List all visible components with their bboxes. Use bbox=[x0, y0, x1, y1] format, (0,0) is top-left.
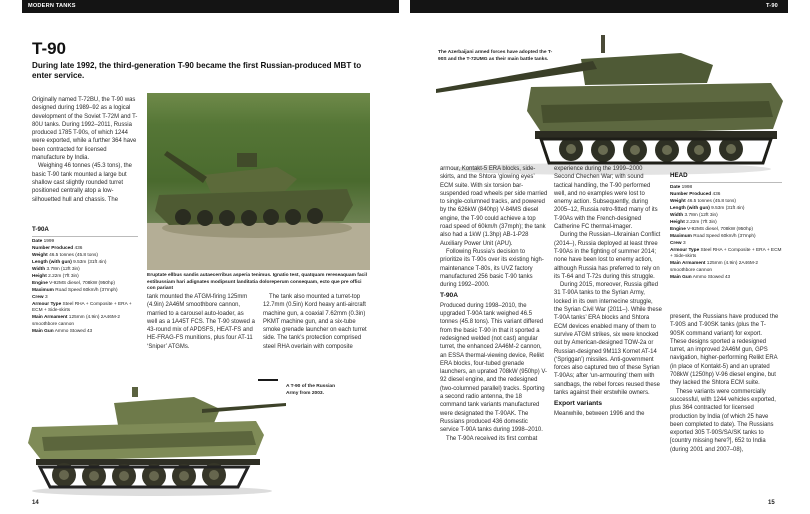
paragraph: armour, Kontakt-5 ERA blocks, side-skirts, and the Shtora ‘glowing eyes’ ECM suite. With six torsion bar-suspended road wheels per side married to single-columned tracks, and powered by the 626kW (840hp) V-84MS diesel engine, the T-90 could achieve a top road speed of 60km/h (37mph); the tank also had a 1kW (1.3hp) AB-1-P28 Auxiliary Power Unit (APU). bbox=[440, 166, 548, 247]
right-column-2 bbox=[554, 165, 662, 418]
spec-row: Main Gun Ammo Stowed 43 bbox=[670, 275, 731, 281]
profile-caption: A T-90 of the Russian Army from 2003. bbox=[286, 384, 336, 396]
paragraph: Produced during 1998–2010, the upgraded T-90A tank weighed 46.5 tonnes (45.8 tons). This variant differed from the basic T-90 in that it sported a redesigned welded (not cast) angular turret, the enhanced 2A46M-2 cannon, an ESSA thermal-viewing device, Relikt ERA blocks, four-tubed grenade launchers, an uprated 708kW (950hp) V-92 diesel engine, and the redesigned (two-columned parallel) tracks. Sporting a second radio antenna, the 18 command tank variants manufactured were designated the T-90AK. The Russians produced 436 domestic service T-90A tanks during 1998–2010. bbox=[440, 302, 547, 434]
spec-row: Armour Type Steel RHA + Composite + ERA + ECM + Side-skirts bbox=[670, 247, 782, 260]
right-column-1 bbox=[440, 165, 548, 443]
spec-row: Date 1998 bbox=[670, 184, 693, 190]
spec-row: Width 3.78m (12ft 3in) bbox=[670, 212, 718, 218]
paragraph: Meanwhile, between 1996 and the bbox=[554, 410, 645, 417]
caption-rule bbox=[258, 379, 278, 381]
spec-table-t90a bbox=[32, 227, 138, 336]
paragraph: The T-90A received its first combat bbox=[446, 435, 538, 442]
spec-row: Crew 3 bbox=[32, 294, 48, 300]
photo-caption: Eruptate ellbus sandis autaecerribus asperia tenimus. Ignatio test, quatquam rereseaquam facil estibussiam hari adignates modipsunt landitatia doloreperum consequam, ecto que pre offici con pariant bbox=[147, 273, 367, 291]
tank-profile-top bbox=[431, 31, 788, 177]
left-header-bar bbox=[22, 0, 399, 13]
spec-row: Height 2.22m (7ft 3in) bbox=[32, 273, 79, 279]
section-label: MODERN TANKS bbox=[28, 3, 76, 9]
paragraph: present, the Russians have produced the T-90S and T-90SK tanks (plus the T-90SK command variant) for export. These designs sported a redesigned turret, an improved 2A46M gun, GPS navigation, higher-performing Relikt ERA (in place of Kontakt-5) and an uprated 708kW (1250hp) V-96 diesel engine, but they lacked the Shtora ECM suite. bbox=[670, 314, 779, 387]
subheading: T-90A bbox=[440, 292, 458, 300]
paragraph: During 2015, moreover, Russia gifted 31 T-90A tanks to the Syrian Army, locked in its own internecine struggle, the Syrian Civil War (2011–). While these T-90A tanks’ ERA blocks and Shtora ECM devices enabled many of them to survive ATGM strikes, six were knocked out by American-designed TOW-2a or Russian-designed 9M113 Kornet AT-14 (‘Spriggan’) missiles. Anti-government forces also captured two of these Syrian T-90As; after ‘un-armouring’ them with sandbags, the rebel forces reused these tanks against their erstwhile owners. bbox=[554, 282, 662, 397]
spec-row: Main Armament 125mm (4.9in) 2A46M-2 smoothbore cannon bbox=[670, 261, 759, 274]
spec-heading: HEAD bbox=[670, 173, 782, 183]
spec-row: Date 1999 bbox=[32, 238, 55, 244]
spec-row: Armour Type Steel RHA + Composite + ERA + ECM + Side-skirts bbox=[32, 301, 132, 314]
spec-row: Number Produced 436 bbox=[32, 245, 83, 251]
left-column-2 bbox=[147, 293, 255, 351]
spec-row: Number Produced 436 bbox=[670, 191, 721, 197]
running-title: T-90 bbox=[766, 3, 778, 9]
paragraph: experience during the 1999–2000 Second Chechen War; with sound tactical handling, the T-90 performed well, and no examples were lost to enemy action. Subsequently, during 2005–12, Russia retro-fitted many of its T-90As with the French-designed Catherine FC thermal-imager. bbox=[554, 166, 658, 231]
paragraph: Weighing 46 tonnes (45.3 tons), the basic T-90 tank mounted a large but shallow cast slightly rounded turret positioned centrally atop a low-silhouetted hull and chassis. The bbox=[32, 163, 132, 203]
spec-table-head bbox=[670, 173, 782, 282]
subheading: Export variants bbox=[554, 400, 603, 408]
spec-heading: T-90A bbox=[32, 227, 138, 237]
spec-row: Crew 3 bbox=[670, 240, 686, 246]
spec-row: Width 3.78m (12ft 3in) bbox=[32, 266, 80, 272]
spec-row: Height 2.22m (7ft 3in) bbox=[670, 219, 717, 225]
paragraph: During the Russian–Ukrainian Conflict (2014–), Russia deployed at least three T-90As in the fighting of summer 2014; none have been lost to enemy action, although Russia has preferred to rely on its T-64 and T-72s during this struggle. bbox=[554, 232, 661, 280]
spec-row: Engine V-92MS diesel, 708kW (950hp) bbox=[670, 226, 753, 232]
spec-row: Weight 46.5 tonnes (45.8 tons) bbox=[670, 198, 736, 204]
page-title: T-90 bbox=[32, 39, 67, 58]
paragraph: These variants were commercially successful, with 1244 vehicles exported, plus 364 contracted for licensed production by India (of which 25 have been completed to date). The Russians exported 305 T-90S/SA/SK tanks to [country missing here?], 652 to India (during 2001 and 2007–08), bbox=[670, 388, 776, 453]
spec-row: Main Gun Ammo Stowed 43 bbox=[32, 329, 93, 335]
left-column-1 bbox=[32, 96, 140, 204]
spec-row: Maximum Road Speed 60km/h (37mph) bbox=[670, 233, 756, 239]
top-caption: The Azerbaijani armed forces have adopted the T-90S and the T-72UMG as their main battle tanks. bbox=[438, 50, 553, 62]
paragraph: tank mounted the ATGM-firing 125mm (4.9in) 2A46M smoothbore cannon, married to a carousel auto-loader, as well as a 1A45T FCS. The T-90 stowed a 43-round mix of APDSFS, HEAT-FS and HE-FRAG-FS munitions, plus four AT-11 ‘Sniper’ ATGMs. bbox=[147, 294, 255, 350]
page-number-right: 15 bbox=[768, 500, 775, 506]
spec-row: Maximum Road Speed 60km/h (37mph) bbox=[32, 287, 118, 293]
spec-row: Weight 46.5 tonnes (45.8 tons) bbox=[32, 252, 98, 258]
intro-paragraph: During late 1992, the third-generation T-90 became the first Russian-produced MBT to enter service. bbox=[32, 61, 362, 81]
paragraph: Originally named T-72BU, the T-90 was designed during 1989–92 as a logical development of the Soviet T-72M and T-80U tanks. During 1992–2011, Russia produced 1785 T-90s, of which 1244 were exported, while a further 364 have been contracted for licensed manufacture by India. bbox=[32, 97, 138, 162]
tank-profile-illustration bbox=[24, 375, 286, 500]
page-number-left: 14 bbox=[32, 500, 39, 506]
spec-row: Engine V-92MS diesel, 708kW (950hp) bbox=[32, 280, 115, 286]
left-column-3 bbox=[263, 293, 371, 351]
paragraph: The tank also mounted a turret-top 12.7mm (0.5in) Kord heavy anti-aircraft machine gun, a coaxial 7.62mm (0.3in) PKMT machine gun, and a six-tube smoke grenade launcher on each turret side. The tank’s protection comprised steel RHA overlain with composite bbox=[263, 294, 367, 350]
spec-row: Length (with gun) 9.53m (31ft 4in) bbox=[32, 259, 107, 265]
tank-photo bbox=[147, 93, 370, 270]
spec-row: Length (with gun) 9.53m (31ft 4in) bbox=[670, 205, 745, 211]
right-column-3 bbox=[670, 313, 780, 454]
spec-row: Main Armament 125mm (4.9in) 2A46M-2 smoothbore cannon bbox=[32, 315, 121, 328]
right-header-bar bbox=[410, 0, 788, 13]
paragraph: Following Russia’s decision to prioritize its T-90s over its existing high-maintenance T-80s, its UVZ factory manufactured 256 basic T-90 tanks during 1992–2000. bbox=[440, 248, 544, 289]
